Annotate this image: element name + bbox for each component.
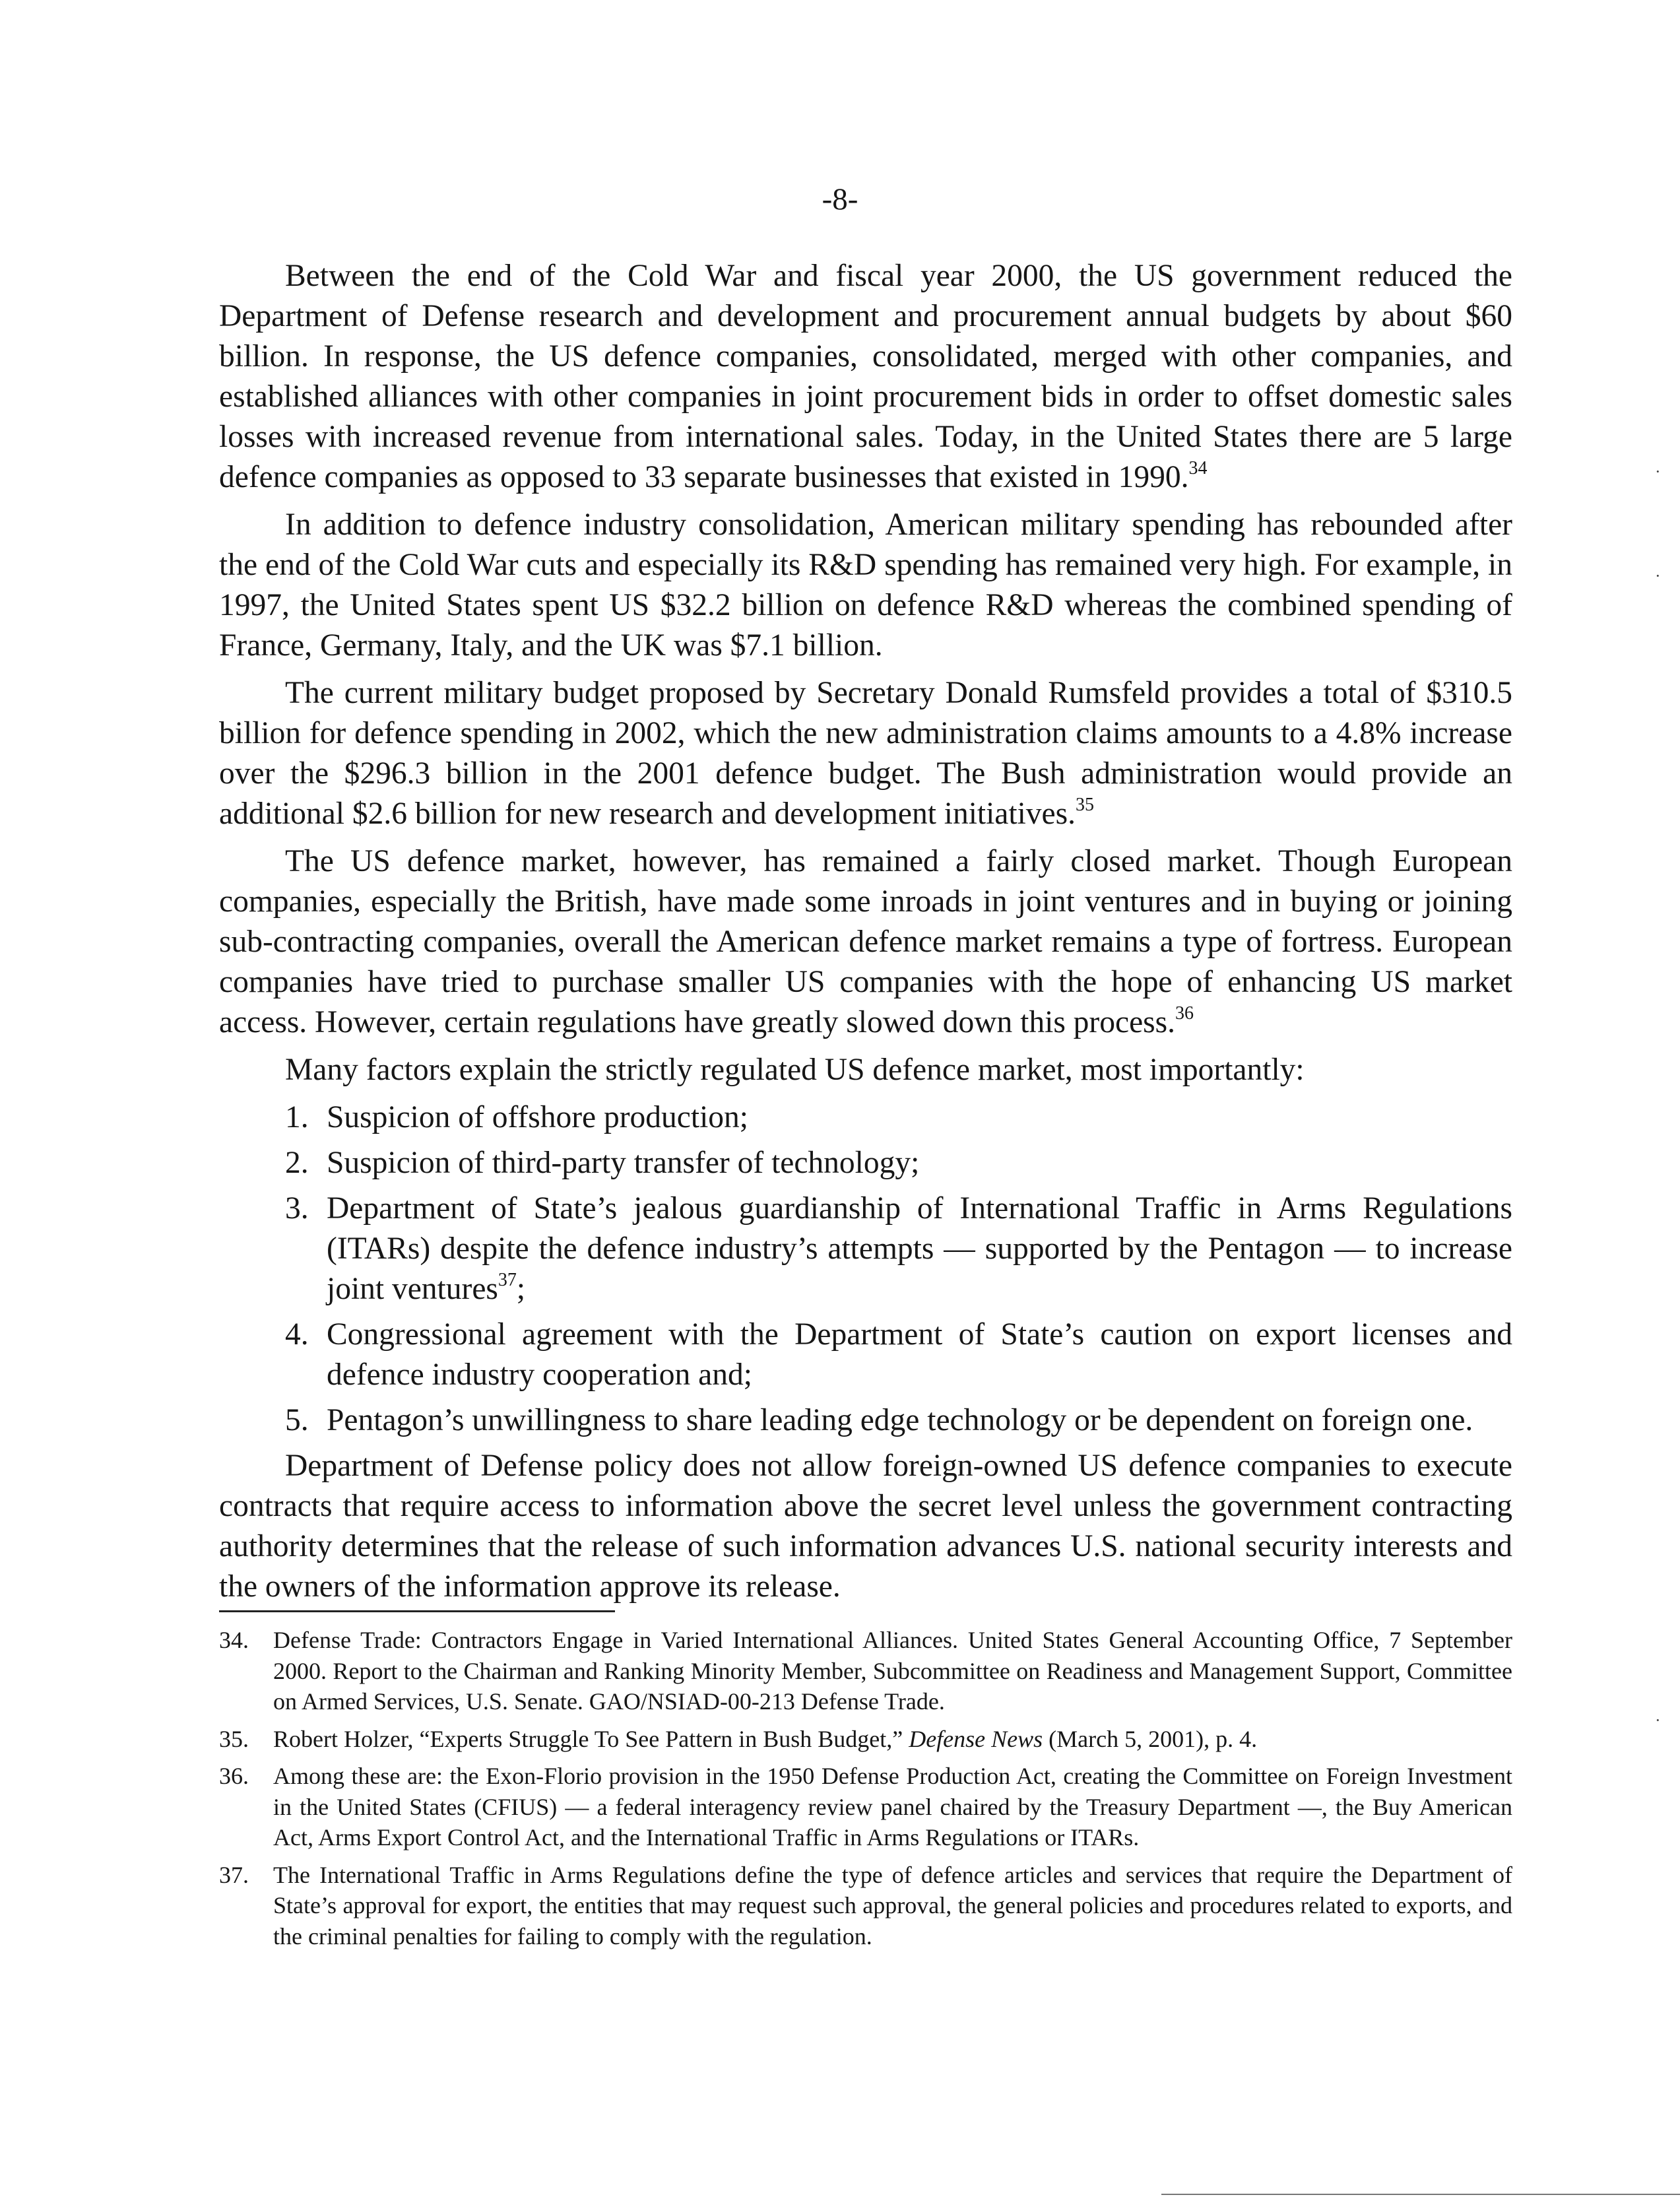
list-item-number: 2. [285,1146,309,1180]
paragraph-military-budget [219,673,1512,834]
footnote-number: 37. [219,1861,249,1888]
paragraph-text: Between the end of the Cold War and fiscal year 2000, the US government reduced the Department of Defense research and development and procurement annual budgets by about $60 billion. In response, the US defence companies, consolidated, merged with other companies, and established alliances with other companies in joint procurement bids in order to offset domestic sales losses with increased revenue from international sales. Today, in the United States there are 5 large defence companies as opposed to 33 separate businesses that existed in 1990. [219,259,1512,494]
footnote-text: Defense Trade: Contractors Engage in Varied International Alliances. United States General Accounting Office, 7 September 2000. Report to the Chairman and Ranking Minority Member, Subcommittee on Readiness and Management Support, Committee on Armed Services, U.S. Senate. GAO/NSIAD-00-213 Defense Trade. [273,1627,1512,1715]
scan-speck: · [1655,1711,1661,1730]
paragraph-factors-intro [219,1050,1512,1090]
paragraph-text: Many factors explain the strictly regulated US defence market, most importantly: [285,1053,1305,1087]
footnote-35 [219,1724,1512,1755]
list-item-punctuation: ; [516,1272,526,1306]
paragraph-text: The US defence market, however, has remained a fairly closed market. Though European companies, especially the British, have made some inroads in joint ventures and in buying or joining sub-contracting companies, overall the American defence market remains a type of fortress. European companies have tried to purchase smaller US companies with the hope of enhancing US market access. However, certain regulations have greatly slowed down this process. [219,844,1512,1039]
paragraph-dod-policy [219,1446,1512,1607]
footnote-number: 34. [219,1627,249,1653]
footnote-publication-title: Defense News [909,1725,1043,1752]
footnote-reference[interactable]: 36 [1175,1003,1194,1024]
footnote-divider [219,1610,615,1612]
list-item-number: 3. [285,1191,309,1226]
paragraph-text: The current military budget proposed by Secretary Donald Rumsfeld provides a total of $310.5 billion for defence spending in 2002, which the new administration claims amounts to a 4.8% increase over the $296.3 billion in the 2001 defence budget. The Bush administration would provide an additional $2.6 billion for new research and development initiatives. [219,676,1512,831]
paragraph-closed-market [219,841,1512,1043]
factor-list [219,1098,1512,1441]
list-item-number: 1. [285,1100,309,1134]
scan-speck: · [1655,566,1661,585]
list-item-text: Congressional agreement with the Department of State’s caution on export licenses and defence industry cooperation and; [327,1317,1512,1392]
footnote-reference[interactable]: 37 [498,1270,517,1290]
paragraph-text: Department of Defense policy does not allow foreign-owned US defence companies to execute contracts that require access to information above the secret level unless the government contracting authority determines that the release of such information advances U.S. national security interests and the owners of the information approve its release. [219,1449,1512,1604]
list-item-text: Suspicion of third-party transfer of technology; [327,1146,920,1180]
list-item [219,1400,1512,1441]
footnote-37 [219,1860,1512,1952]
footnote-reference[interactable]: 35 [1075,795,1094,815]
footnote-text: Among these are: the Exon-Florio provision in the 1950 Defense Production Act, creating the Committee on Foreign Investment in the United States (CFIUS) — a federal interagency review panel chaired by the Treasury Department —, the Buy American Act, Arms Export Control Act, and the International Traffic in Arms Regulations or ITARs. [273,1763,1512,1851]
list-item-text: Suspicion of offshore production; [327,1100,748,1134]
scan-speck: · [1655,462,1661,481]
footnote-34 [219,1625,1512,1717]
list-item-number: 4. [285,1317,309,1352]
footnote-text: The International Traffic in Arms Regulations define the type of defence articles and services that require the Department of State’s approval for export, the entities that may request such approval, the general policies and procedures related to exports, and the criminal penalties for failing to comply with the regulation. [273,1861,1512,1950]
list-item-text: Department of State’s jealous guardianship of International Traffic in Arms Regulations (ITARs) despite the defence industry’s attempts — supported by the Pentagon — to increase joint ventures [327,1191,1512,1306]
list-item [219,1098,1512,1138]
list-item [219,1189,1512,1309]
scan-edge-line [1161,2194,1680,2195]
footnote-text: Robert Holzer, “Experts Struggle To See Pattern in Bush Budget,” [273,1725,903,1752]
list-item [219,1143,1512,1183]
list-item-number: 5. [285,1403,309,1437]
paragraph-military-spending [219,505,1512,666]
page-number: -8- [822,182,858,216]
paragraph-consolidation [219,256,1512,498]
list-item [219,1315,1512,1395]
footnote-number: 35. [219,1725,249,1752]
body-text [219,256,1512,1607]
list-item-text: Pentagon’s unwillingness to share leading edge technology or be dependent on foreign one. [327,1403,1473,1437]
footnote-text: (March 5, 2001), p. 4. [1049,1725,1258,1752]
footnotes-section [219,1625,1512,1958]
paragraph-text: In addition to defence industry consolidation, American military spending has rebounded after the end of the Cold War cuts and especially its R&D spending has remained very high. For example, in 1997, the United States spent US $32.2 billion on defence R&D whereas the combined spending of France, Germany, Italy, and the UK was $7.1 billion. [219,508,1512,663]
footnote-36 [219,1761,1512,1853]
footnote-reference[interactable]: 34 [1188,458,1208,478]
footnote-number: 36. [219,1763,249,1789]
